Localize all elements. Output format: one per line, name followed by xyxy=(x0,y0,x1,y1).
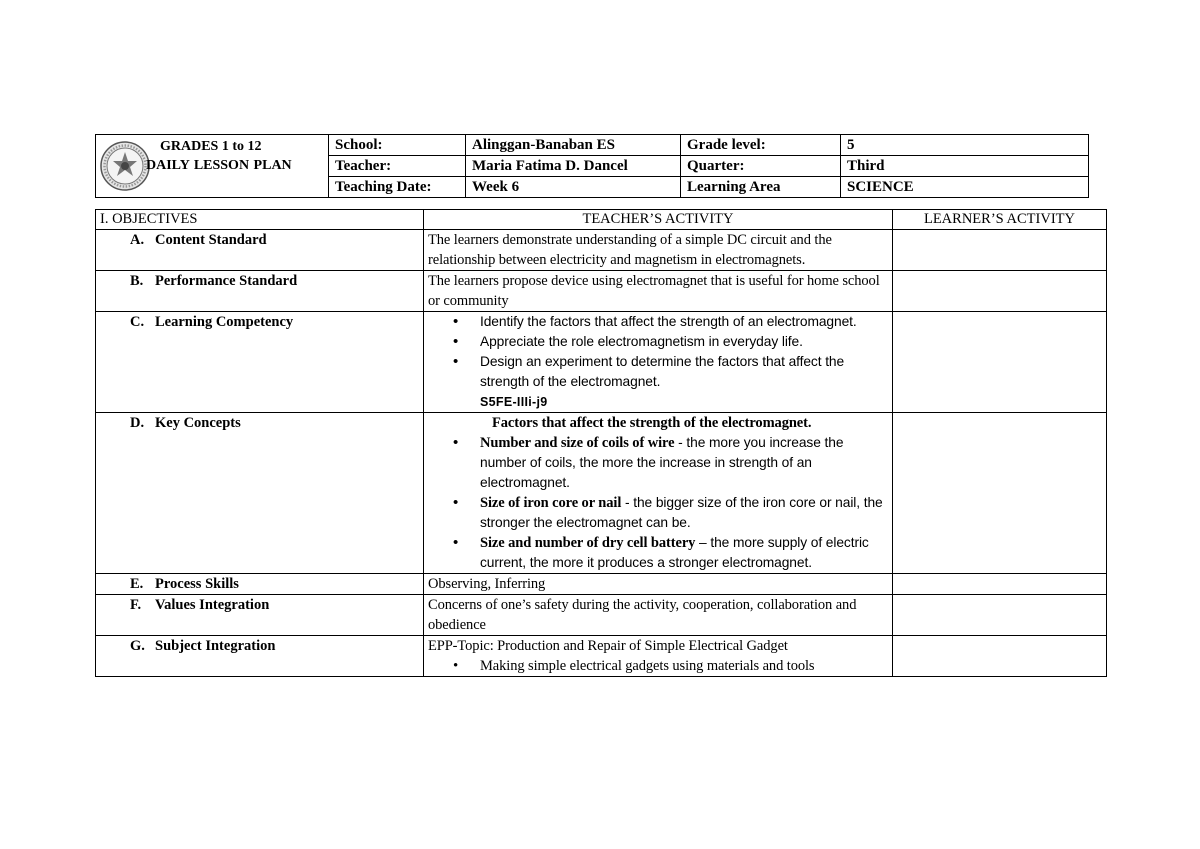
key-concepts-learner-cell xyxy=(893,413,1107,574)
table-row xyxy=(96,595,1107,636)
learner-activity-column-header: LEARNER’S ACTIVITY xyxy=(893,210,1107,230)
subject-integration-learner-cell xyxy=(893,636,1107,677)
deped-seal-icon xyxy=(100,141,150,191)
performance-standard-text: The learners propose device using electromagnet that is useful for home school or community xyxy=(424,271,893,312)
quarter-label: Quarter: xyxy=(681,156,841,177)
teacher-label: Teacher: xyxy=(329,156,466,177)
teaching-date-value: Week 6 xyxy=(466,177,681,198)
learning-competency-learner-cell xyxy=(893,312,1107,413)
teacher-activity-column-header: TEACHER’S ACTIVITY xyxy=(424,210,893,230)
values-integration-learner-cell xyxy=(893,595,1107,636)
learning-competency-cell xyxy=(424,312,893,413)
subject-integration-cell xyxy=(424,636,893,677)
grade-level-value: 5 xyxy=(841,135,1089,156)
values-integration-text: Concerns of one’s safety during the activity, cooperation, collaboration and obedience xyxy=(424,595,893,636)
content-standard-text: The learners demonstrate understanding of a simple DC circuit and the relationship between electricity and magnetism in electromagnets. xyxy=(424,230,893,271)
school-label: School: xyxy=(329,135,466,156)
key-concepts-title: Factors that affect the strength of the electromagnet. xyxy=(492,415,812,431)
process-skills-label: E. Process Skills xyxy=(96,574,424,595)
content-standard-label: A. Content Standard xyxy=(96,230,424,271)
key-concepts-list xyxy=(428,433,888,573)
header-title-grades: GRADES 1 to 12 xyxy=(160,139,262,154)
subject-integration-list xyxy=(428,656,888,676)
learning-competency-list xyxy=(428,312,888,392)
list-item: • Number and size of coils of wire - the more you increase the number of coils, the more the increase in strength of an electromagnet. xyxy=(480,433,888,493)
list-item: • Size of iron core or nail - the bigger size of the iron core or nail, the stronger the electromagnet can be. xyxy=(480,493,888,533)
process-skills-learner-cell xyxy=(893,574,1107,595)
quarter-value: Third xyxy=(841,156,1089,177)
table-row xyxy=(96,230,1107,271)
table-row xyxy=(96,271,1107,312)
key-concepts-cell xyxy=(424,413,893,574)
objectives-column-header: I. OBJECTIVES xyxy=(96,210,424,230)
learning-area-value: SCIENCE xyxy=(841,177,1089,198)
performance-standard-label: B. Performance Standard xyxy=(96,271,424,312)
learning-area-label: Learning Area xyxy=(681,177,841,198)
subject-integration-text: EPP-Topic: Production and Repair of Simple Electrical Gadget xyxy=(428,638,788,654)
teaching-date-label: Teaching Date: xyxy=(329,177,466,198)
list-item: • Identify the factors that affect the strength of an electromagnet. xyxy=(480,312,888,332)
competency-code: S5FE-IIIi-j9 xyxy=(480,395,548,409)
table-row xyxy=(96,574,1107,595)
lesson-plan-header xyxy=(95,134,1089,198)
grade-level-label: Grade level: xyxy=(681,135,841,156)
table-row xyxy=(96,413,1107,574)
school-value: Alinggan-Banaban ES xyxy=(466,135,681,156)
table-header-row xyxy=(96,210,1107,230)
list-item: • Design an experiment to determine the factors that affect the strength of the electromagnet. xyxy=(480,352,888,392)
content-standard-learner-cell xyxy=(893,230,1107,271)
header-title-dlp: DAILY LESSON PLAN xyxy=(146,158,292,173)
table-row xyxy=(96,312,1107,413)
header-title-cell xyxy=(96,135,329,198)
key-concepts-label: D. Key Concepts xyxy=(96,413,424,574)
subject-integration-label: G. Subject Integration xyxy=(96,636,424,677)
performance-standard-learner-cell xyxy=(893,271,1107,312)
table-row xyxy=(96,636,1107,677)
list-item: • Making simple electrical gadgets using materials and tools xyxy=(480,656,888,676)
list-item: • Appreciate the role electromagnetism in everyday life. xyxy=(480,332,888,352)
objectives-table xyxy=(95,209,1107,677)
teacher-value: Maria Fatima D. Dancel xyxy=(466,156,681,177)
list-item: • Size and number of dry cell battery – the more supply of electric current, the more it produces a stronger electromagnet. xyxy=(480,533,888,573)
values-integration-label: F. Values Integration xyxy=(96,595,424,636)
process-skills-text: Observing, Inferring xyxy=(424,574,893,595)
learning-competency-label: C. Learning Competency xyxy=(96,312,424,413)
